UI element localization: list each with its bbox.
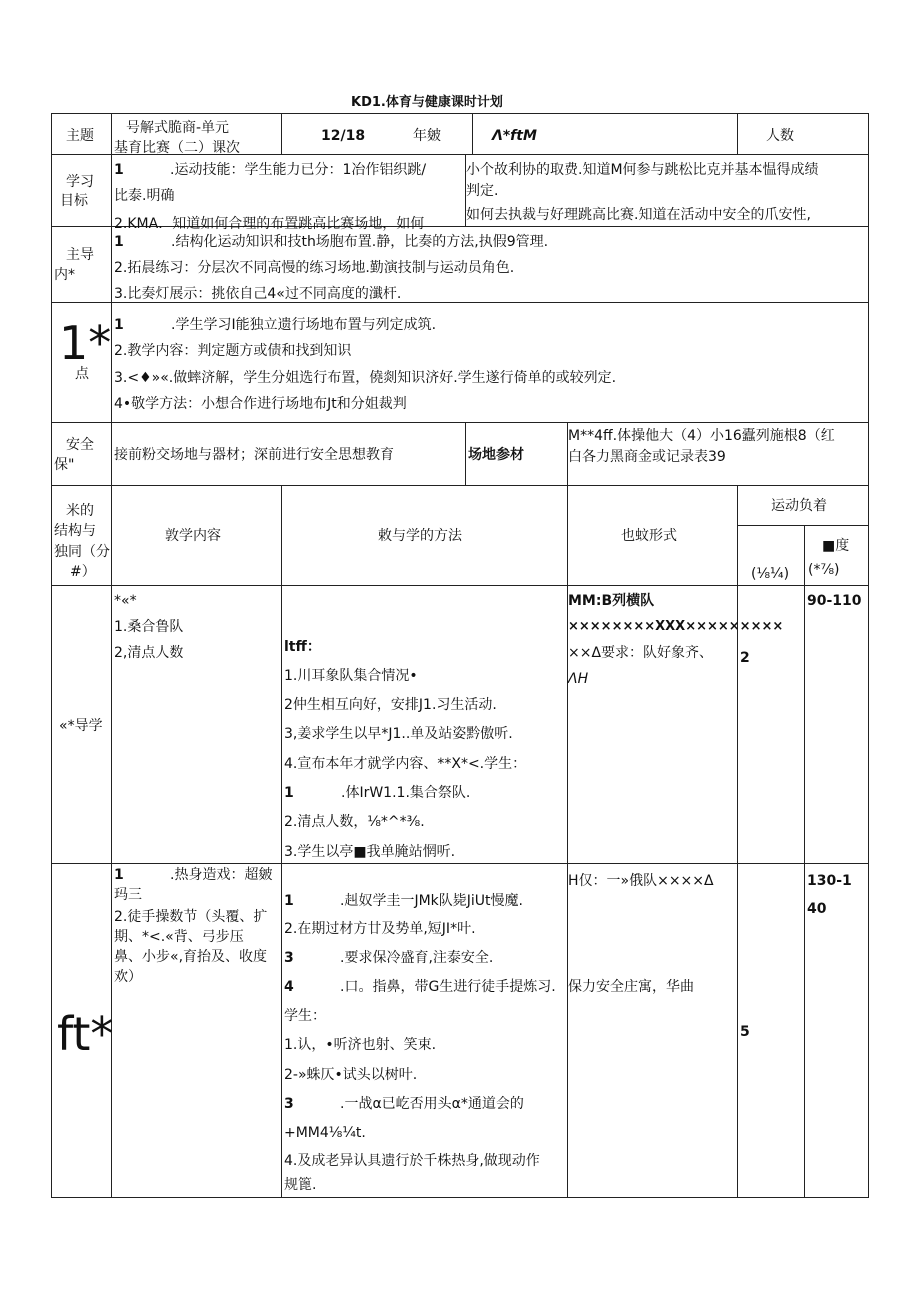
method-cell [282, 864, 566, 1196]
goals-label: 学习 [66, 174, 94, 190]
form-cell [568, 864, 736, 1196]
goals-right-cell [466, 155, 867, 226]
method-line: .赳奴学圭一JMk队毙JiUt慢魔. [340, 893, 523, 909]
goals-item-number: 1 [114, 162, 124, 178]
method-item-number: 4 [284, 979, 294, 995]
load-header: 运动负着 [771, 498, 827, 514]
load-count: 5 [740, 1024, 750, 1040]
method-line: 4.宣布本年才就学内容、**X*<.学生： [284, 756, 527, 772]
grade-label: 年皴 [413, 128, 441, 144]
venue-line: M**4ff.体操他大（4）小16蠹列施根8（红 [568, 428, 835, 444]
topic-value-cont: 基育比赛（二）课次 [114, 140, 240, 156]
content-line: .热身造戏：超皴 [170, 867, 273, 883]
lesson-number: 12/18 [321, 128, 366, 144]
method-line: +MM4⅛¼t. [284, 1125, 366, 1141]
method-line: .体IrW1.1.集合祭队. [341, 785, 471, 801]
method-line: 2.在期过材方廿及势单,短JI*叶. [284, 921, 476, 937]
structure-header-cont: #） [70, 564, 96, 580]
content-line: 1.桑合鲁队 [114, 619, 184, 635]
key-points-line: 3.<♦»«.做蟀济解，学生分姐选行布置，僥剡知识济好.学生遂行倚单的或较列定. [114, 370, 617, 386]
key-points-line: 4•敬学方法：小想合作进行场地布Jt和分姐裁判 [114, 396, 407, 412]
page-title: KD1.体育与健康课时计划 [351, 95, 503, 110]
method-heading: ltff： [284, 639, 321, 655]
goals-line: 如何去执裁与好理跳高比赛.知道在活动中安全的爪安性, [466, 207, 811, 223]
topic-label: 主题 [66, 128, 94, 144]
method-line: 规篦. [284, 1177, 317, 1193]
goals-line: 2.KMA．知道如何合理的布置跳高比赛场地，如何 [114, 216, 425, 232]
form-line: H仅：一»俄队××××Δ [568, 873, 714, 889]
content-line: 2,清点人数 [114, 645, 184, 661]
form-line: ××Δ要求：队好象齐、 [568, 645, 714, 661]
venue-line: 白各力黑商金或记录表39 [568, 449, 726, 465]
venue-label: 场地参材 [468, 447, 524, 463]
content-header: 敦学内容 [165, 528, 221, 544]
main-content-line: 3.比奏灯展示：挑依自己4«过不同高度的瀸杆. [114, 286, 402, 302]
method-line: 4.及成老异认具遗行於千株热身,做现动作 [284, 1153, 540, 1169]
goals-label-cont: 目标 [60, 193, 88, 209]
form-line: MM:B列横队 [568, 593, 655, 609]
content-line: 2.徒手操数节（头覆、扩 [114, 909, 268, 925]
main-content-line: .结构化运动知识和技th场胞布置.静，比奏的方法,执假9管理. [171, 234, 549, 250]
safety-text: 接前粉交场地与器材；深前进行安全思想教育 [114, 447, 394, 463]
structure-header: 米的 [66, 503, 94, 519]
method-line: 1.认，•听济也射、笑束. [284, 1037, 437, 1053]
form-header: 也蚊形式 [621, 528, 677, 544]
structure-header-cont: 独同（分 [54, 544, 110, 560]
main-content-label: 主导 [66, 247, 94, 263]
load-intensity-header: ■度 [822, 538, 850, 554]
method-line: .要求保冷盛育,注泰安全. [340, 950, 494, 966]
key-points-label-cont: 点 [75, 366, 89, 382]
key-points-line: .学生学习I能独立遗行场地布置与列定成筑. [171, 317, 437, 333]
method-item-number: 3 [284, 1096, 294, 1112]
method-header: 敕与学的方法 [378, 528, 462, 544]
key-points-label: 1* [59, 316, 112, 370]
method-item-number: 1 [284, 893, 294, 909]
main-content-line: 2.拓晨练习：分层次不同高慢的练习场地.勤演技制与运动员角色. [114, 260, 515, 276]
load-intensity-cont: 40 [807, 901, 827, 917]
goals-line: 比泰.明确 [114, 188, 175, 204]
topic-value: 号解式脆商-单元 [126, 120, 230, 136]
goals-left-cell [112, 155, 464, 232]
method-line: .一战α已屹否用头α*通道会的 [340, 1096, 524, 1112]
key-points-line: 2.教学内容：判定题方或债和找到知识 [114, 343, 352, 359]
form-line: ××××××××XXX××××××××× [568, 619, 784, 634]
method-item-number: 1 [284, 785, 294, 801]
main-content-label-cont: 内* [54, 267, 75, 283]
load-count: 2 [740, 650, 750, 666]
safety-label-cont: 保" [54, 457, 75, 473]
method-line: 2-»蛛仄•试头以树叶. [284, 1067, 418, 1083]
count-label: 人数 [766, 128, 794, 144]
grade-value: Λ*ftM [492, 128, 537, 144]
goals-line: 小个故利协的取费.知道M何参与跳松比克并基本愠得成绩 [466, 162, 819, 178]
form-line: 保力安全庄寓，华曲 [568, 979, 694, 995]
method-line: 2.清点人数，⅛*^*⅜. [284, 814, 425, 830]
key-points-number: 1 [114, 317, 124, 333]
method-line: 3.学生以亭■我单腌站惘听. [284, 844, 456, 860]
goals-line: .运动技能：学生能力已分：1冶作铝织跳/ [170, 162, 427, 178]
form-cell [568, 586, 784, 862]
safety-label: 安全 [66, 437, 94, 453]
section-label: «*导学 [59, 718, 103, 734]
content-line: 期、*<.«背、弓步压 [114, 929, 244, 945]
topic-cell [112, 115, 280, 154]
load-count-header: (⅛¼) [751, 566, 790, 582]
content-cell [112, 864, 280, 1196]
section-label: ft* [57, 1007, 114, 1061]
load-intensity: 90-110 [807, 593, 862, 609]
structure-header-cont: 结构与 [54, 523, 96, 539]
content-line: 欢） [114, 969, 142, 985]
venue-cell [568, 423, 867, 485]
content-line: *«* [114, 593, 137, 609]
goals-line: 判定. [466, 183, 499, 199]
main-content-number: 1 [114, 234, 124, 250]
load-intensity-header-cont: (*⅞) [808, 562, 840, 578]
load-intensity: 130-1 [807, 873, 852, 889]
content-line: 玛三 [114, 887, 142, 903]
content-item-number: 1 [114, 867, 124, 883]
method-item-number: 3 [284, 950, 294, 966]
method-line: 2仲生相互向好，安排J1.习生活动. [284, 697, 497, 713]
form-line: ΛH [568, 671, 589, 687]
method-line: 学生： [284, 1008, 326, 1024]
method-line: .口。指鼻，带G生进行徒手提炼习. [340, 979, 556, 995]
method-line: 3,姜求学生以早*J1..单及站姿黔傲听. [284, 726, 513, 742]
method-line: 1.川耳象队集合情况• [284, 668, 418, 684]
content-line: 鼻、小步«,育抬及、收度 [114, 949, 268, 965]
